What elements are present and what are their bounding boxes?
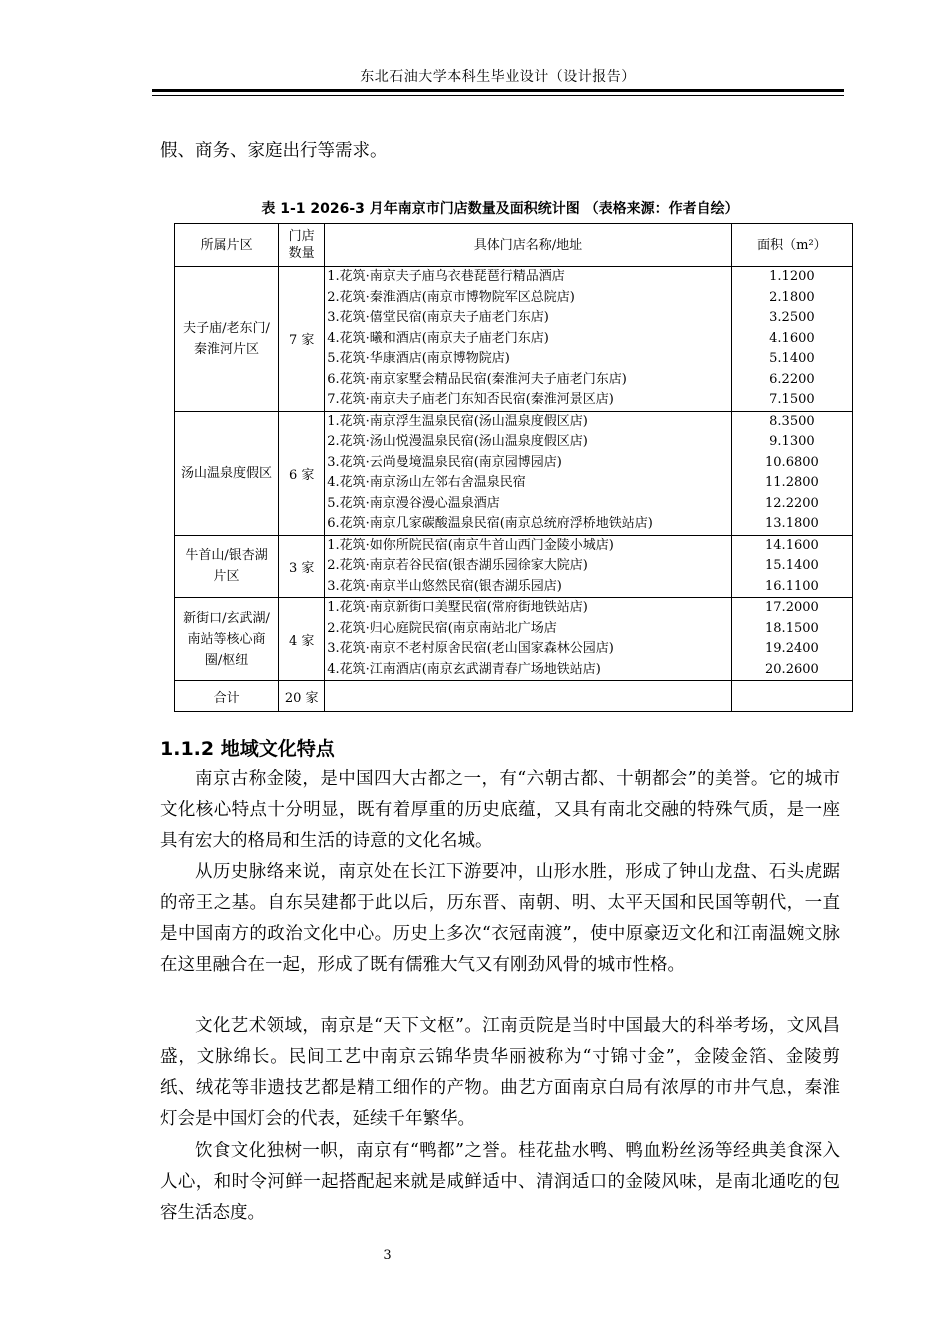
group-area-cell	[175, 267, 279, 412]
page-header: 东北石油大学本科生毕业设计（设计报告）	[360, 69, 636, 85]
store-size: 17.2000	[765, 600, 819, 615]
table-total-row	[175, 681, 853, 712]
store-name: 1.花筑·南京新街口美墅民宿(常府街地铁站店)	[327, 600, 588, 615]
body-paragraph: 饮食文化独树一帜，南京有“鸭都”之誉。桂花盐水鸭、鸭血粉丝汤等经典美食深入人心，和时令河鲜一起搭配起来就是咸鲜适中、清润适口的金陵风味，是南北通吃的包容生活态度。	[160, 1141, 840, 1223]
store-size: 5.1400	[769, 351, 815, 366]
store-size: 19.2400	[765, 641, 819, 656]
body-paragraph: 文化艺术领域，南京是“天下文枢”。江南贡院是当时中国最大的科举考场，文风昌盛，文脉绵长。民间工艺中南京云锦华贵华丽被称为“寸锦寸金”，金陵金箔、金陵剪纸、绒花等非遗技艺都是精工细作的产物。曲艺方面南京白局有浓厚的市井气息，秦淮灯会是中国灯会的代表，延续千年繁华。	[160, 1016, 840, 1129]
header-size: 面积（m²）	[731, 224, 852, 267]
store-name: 6.花筑·南京家墅会精品民宿(秦淮河夫子庙老门东店)	[327, 371, 627, 387]
store-name: 1.花筑·南京夫子庙乌衣巷琵琶行精品酒店	[327, 269, 565, 284]
store-table	[174, 223, 853, 712]
group-count: 6 家	[279, 411, 325, 535]
table-header-row	[175, 224, 853, 267]
group-area-cell	[175, 535, 279, 598]
table-caption: 表 1-1 2026-3 月年南京市门店数量及面积统计图 （表格来源：作者自绘）	[261, 201, 739, 217]
store-name: 2.花筑·秦淮酒店(南京市博物院军区总院店)	[327, 289, 575, 305]
table-row	[175, 598, 853, 681]
store-size: 4.1600	[769, 330, 815, 346]
group-stores	[325, 267, 732, 412]
table-row	[175, 535, 853, 598]
store-name: 1.花筑·南京浮生温泉民宿(汤山温泉度假区店)	[327, 413, 588, 429]
group-stores	[325, 411, 732, 535]
store-name: 2.花筑·汤山悦漫温泉民宿(汤山温泉度假区店)	[327, 434, 588, 449]
total-label: 合计	[175, 681, 279, 712]
group-area: 汤山温泉度假区	[181, 465, 273, 481]
group-count: 7 家	[279, 267, 325, 412]
store-name: 4.花筑·江南酒店(南京玄武湖青春广场地铁站店)	[327, 661, 601, 677]
store-name: 3.花筑·云尚曼境温泉民宿(南京园博园店)	[327, 454, 562, 470]
store-size: 15.1400	[765, 558, 819, 573]
store-size: 14.1600	[765, 537, 819, 553]
group-count: 3 家	[279, 535, 325, 598]
section-heading: 1.1.2 地域文化特点	[160, 738, 335, 760]
store-size: 11.2800	[765, 475, 819, 490]
store-size: 8.3500	[769, 413, 815, 429]
table-row	[175, 411, 853, 535]
group-sizes	[731, 598, 852, 681]
store-name: 1.花筑·如你所院民宿(南京牛首山西门金陵小城店)	[327, 537, 614, 553]
group-area-cell	[175, 411, 279, 535]
store-name: 4.花筑·南京汤山左邻右舍温泉民宿	[327, 475, 526, 490]
store-size: 13.1800	[765, 516, 819, 531]
header-count-text: 门店数量	[288, 229, 315, 261]
total-count: 20 家	[279, 681, 325, 712]
store-size: 18.1500	[765, 620, 819, 636]
body-paragraph: 南京古称金陵，是中国四大古都之一，有“六朝古都、十朝都会”的美誉。它的城市文化核心特点十分明显，既有着厚重的历史底蕴，又具有南北交融的特殊气质，是一座具有宏大的格局和生活的诗意的文化名城。	[160, 769, 840, 851]
total-size-empty	[731, 681, 852, 712]
store-name: 5.花筑·华康酒店(南京博物院店)	[327, 351, 510, 366]
store-size: 2.1800	[769, 289, 815, 305]
store-name: 2.花筑·南京若谷民宿(银杏湖乐园徐家大院店)	[327, 558, 588, 573]
store-name: 2.花筑·归心庭院民宿(南京南站北广场店	[327, 620, 557, 636]
group-area: 牛首山/银杏湖片区	[185, 548, 268, 585]
store-name: 3.花筑·南京不老村原舍民宿(老山国家森林公园店)	[327, 641, 614, 656]
group-stores	[325, 598, 732, 681]
header-rule-thick	[152, 89, 844, 92]
header-rule-thin	[152, 95, 844, 96]
store-size: 10.6800	[765, 454, 819, 470]
group-sizes	[731, 411, 852, 535]
store-size: 16.1100	[765, 578, 819, 594]
group-stores	[325, 535, 732, 598]
store-size: 6.2200	[769, 371, 815, 387]
table-row	[175, 267, 853, 412]
page-number: 3	[383, 1248, 392, 1263]
lead-paragraph: 假、商务、家庭出行等需求。	[160, 141, 388, 161]
header-area: 所属片区	[175, 224, 279, 267]
body-paragraph: 从历史脉络来说，南京处在长江下游要冲，山形水胜，形成了钟山龙盘、石头虎踞的帝王之基。自东吴建都于此以后，历东晋、南朝、明、太平天国和民国等朝代，一直是中国南方的政治文化中心。历史上多次“衣冠南渡”，使中原豪迈文化和江南温婉文脉在这里融合在一起，形成了既有儒雅大气又有刚劲风骨的城市性格。	[160, 862, 840, 975]
store-name: 5.花筑·南京漫谷漫心温泉酒店	[327, 495, 500, 511]
store-name: 3.花筑·僖堂民宿(南京夫子庙老门东店)	[327, 310, 549, 325]
header-count	[279, 224, 325, 267]
store-size: 7.1500	[769, 392, 815, 407]
header-name: 具体门店名称/地址	[325, 224, 732, 267]
group-area: 新街口/玄武湖/南站等核心商圈/枢纽	[183, 610, 270, 668]
group-area: 夫子庙/老东门/秦淮河片区	[183, 320, 270, 357]
group-count: 4 家	[279, 598, 325, 681]
group-sizes	[731, 535, 852, 598]
store-size: 1.1200	[769, 269, 815, 284]
group-area-cell	[175, 598, 279, 681]
total-name-empty	[325, 681, 732, 712]
group-sizes	[731, 267, 852, 412]
store-name: 4.花筑·曦和酒店(南京夫子庙老门东店)	[327, 330, 549, 346]
store-size: 3.2500	[769, 310, 815, 325]
store-size: 12.2200	[765, 495, 819, 511]
store-size: 20.2600	[765, 661, 819, 677]
store-name: 3.花筑·南京半山悠然民宿(银杏湖乐园店)	[327, 578, 562, 594]
store-size: 9.1300	[769, 434, 815, 449]
store-name: 6.花筑·南京几家碳酸温泉民宿(南京总统府浮桥地铁站店)	[327, 516, 653, 531]
store-name: 7.花筑·南京夫子庙老门东知否民宿(秦淮河景区店)	[327, 392, 614, 407]
